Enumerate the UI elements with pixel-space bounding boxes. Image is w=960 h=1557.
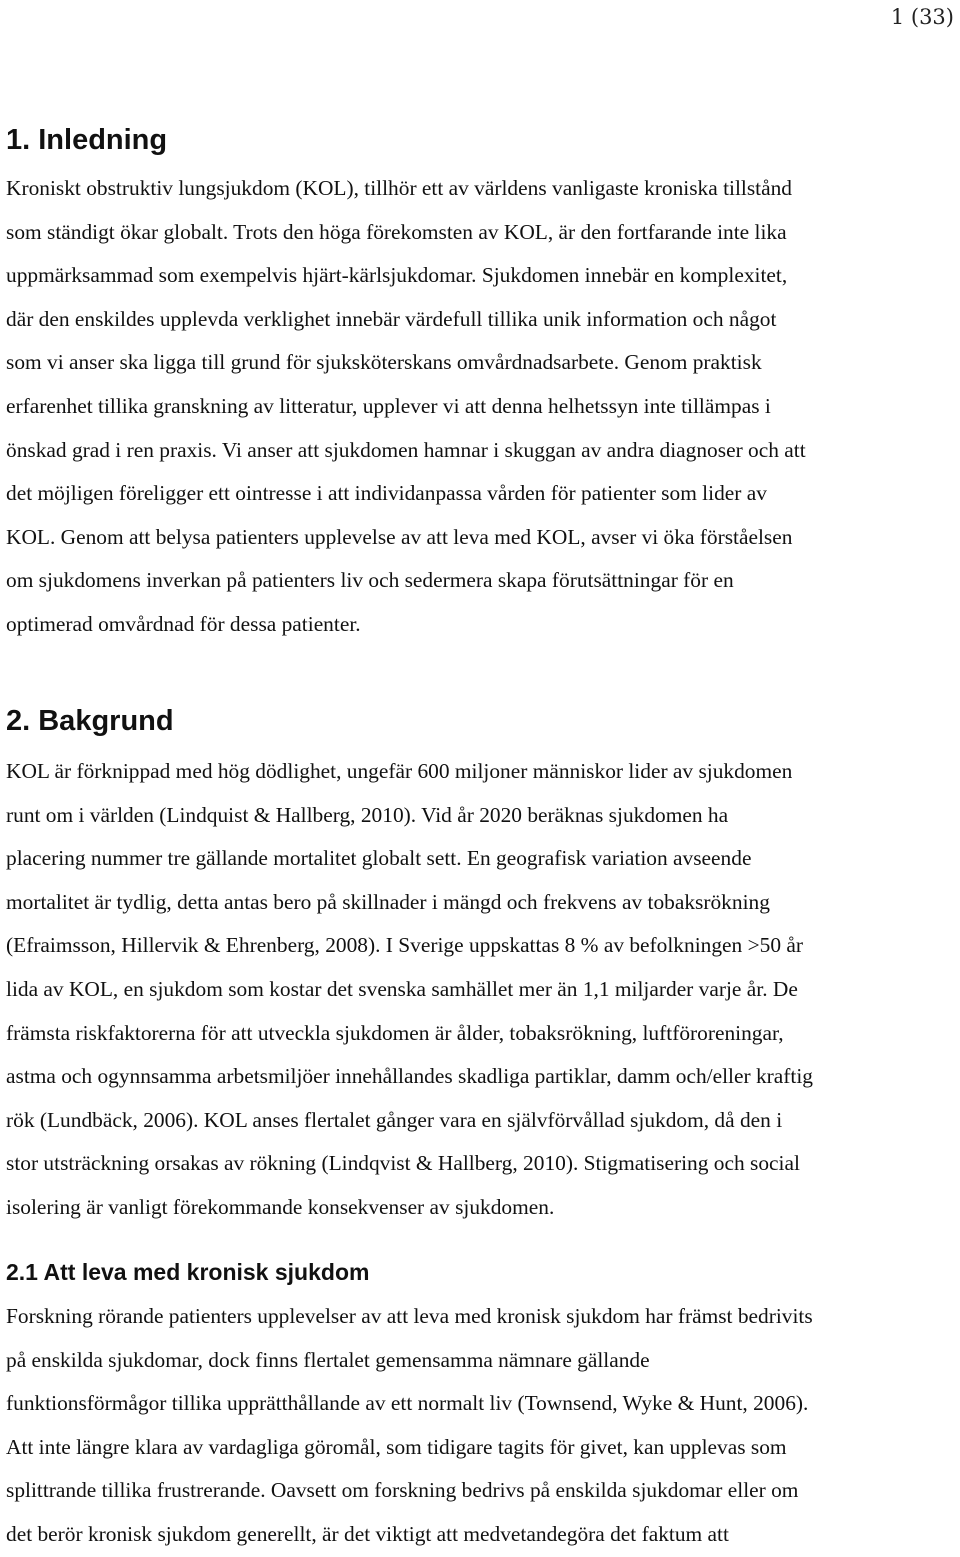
paragraph-att-leva <box>6 1295 960 1557</box>
text-line: KOL. Genom att belysa patienters upplevelse av att leva med KOL, avser vi öka förståelsen <box>6 524 793 549</box>
text-line: främsta riskfaktorerna för att utveckla sjukdomen är ålder, tobaksrökning, luftföroreningar, <box>6 1020 784 1045</box>
text-line: KOL är förknippad med hög dödlighet, ungefär 600 miljoner människor lider av sjukdomen <box>6 759 793 783</box>
section-heading-inledning: 1. Inledning <box>6 124 168 156</box>
text-line: stor utsträckning orsakas av rökning (Lindqvist & Hallberg, 2010). Stigmatisering och social <box>6 1151 800 1176</box>
text-line: runt om i världen (Lindquist & Hallberg, 2010). Vid år 2020 beräknas sjukdomen ha <box>6 802 729 827</box>
text-line: lida av KOL, en sjukdom som kostar det svenska samhället mer än 1,1 miljarder varje år. De <box>6 976 798 1001</box>
text-line: om sjukdomens inverkan på patienters liv och sedermera skapa förutsättningar för en <box>6 568 734 593</box>
section-heading-bakgrund: 2. Bakgrund <box>6 705 174 737</box>
text-line: funktionsförmågor tillika upprätthållande av ett normalt liv (Townsend, Wyke & Hunt, 2006). <box>6 1391 809 1416</box>
text-line: som vi anser ska ligga till grund för sjuksköterskans omvårdnadsarbete. Genom praktisk <box>6 350 762 375</box>
text-line: uppmärksammad som exempelvis hjärt-kärlsjukdomar. Sjukdomen innebär en komplexitet, <box>6 263 788 288</box>
paragraph-bakgrund <box>6 750 960 1230</box>
text-line: erfarenhet tillika granskning av litteratur, upplever vi att denna helhetssyn inte tillämpas i <box>6 393 771 418</box>
text-line: Att inte längre klara av vardagliga göromål, som tidigare tagits för givet, kan upplevas som <box>6 1434 787 1459</box>
text-line: astma och ogynnsamma arbetsmiljöer innehållandes skadliga partiklar, damm och/eller kraftig <box>6 1064 813 1089</box>
text-line: det möjligen föreligger ett ointresse i att individanpassa vården för patienter som lider av <box>6 481 767 506</box>
text-line: placering nummer tre gällande mortalitet globalt sett. En geografisk variation avseende <box>6 846 752 871</box>
text-line: optimerad omvårdnad för dessa patienter. <box>6 611 361 636</box>
text-line: splittrande tillika frustrerande. Oavsett om forskning bedrivs på enskilda sjukdomar eller om <box>6 1478 799 1503</box>
text-line: (Efraimsson, Hillervik & Ehrenberg, 2008). I Sverige uppskattas 8 % av befolkningen >50 år <box>6 933 803 958</box>
text-line: isolering är vanligt förekommande konsekvenser av sjukdomen. <box>6 1194 555 1219</box>
text-line: på enskilda sjukdomar, dock finns flertalet gemensamma nämnare gällande <box>6 1347 650 1372</box>
text-line: önskad grad i ren praxis. Vi anser att sjukdomen hamnar i skuggan av andra diagnoser och att <box>6 437 806 462</box>
page-number: 1 (33) <box>890 5 954 29</box>
text-line: där den enskildes upplevda verklighet innebär värdefull tillika unik information och något <box>6 306 777 331</box>
subsection-heading-att-leva: 2.1 Att leva med kronisk sjukdom <box>6 1259 370 1285</box>
text-line: mortalitet är tydlig, detta antas bero på skillnader i mängd och frekvens av tobaksrökning <box>6 889 770 914</box>
text-line: det berör kronisk sjukdom generellt, är det viktigt att medvetandegöra det faktum att <box>6 1521 729 1546</box>
text-line: rök (Lundbäck, 2006). KOL anses flertalet gånger vara en självförvållad sjukdom, då den i <box>6 1107 783 1132</box>
text-line: Forskning rörande patienters upplevelser av att leva med kronisk sjukdom har främst bedrivits <box>6 1304 813 1328</box>
text-line: Kroniskt obstruktiv lungsjukdom (KOL), tillhör ett av världens vanligaste kroniska tillstånd <box>6 176 793 200</box>
paragraph-inledning <box>6 167 960 647</box>
text-line: som ständigt ökar globalt. Trots den höga förekomsten av KOL, är den fortfarande inte lika <box>6 219 787 244</box>
